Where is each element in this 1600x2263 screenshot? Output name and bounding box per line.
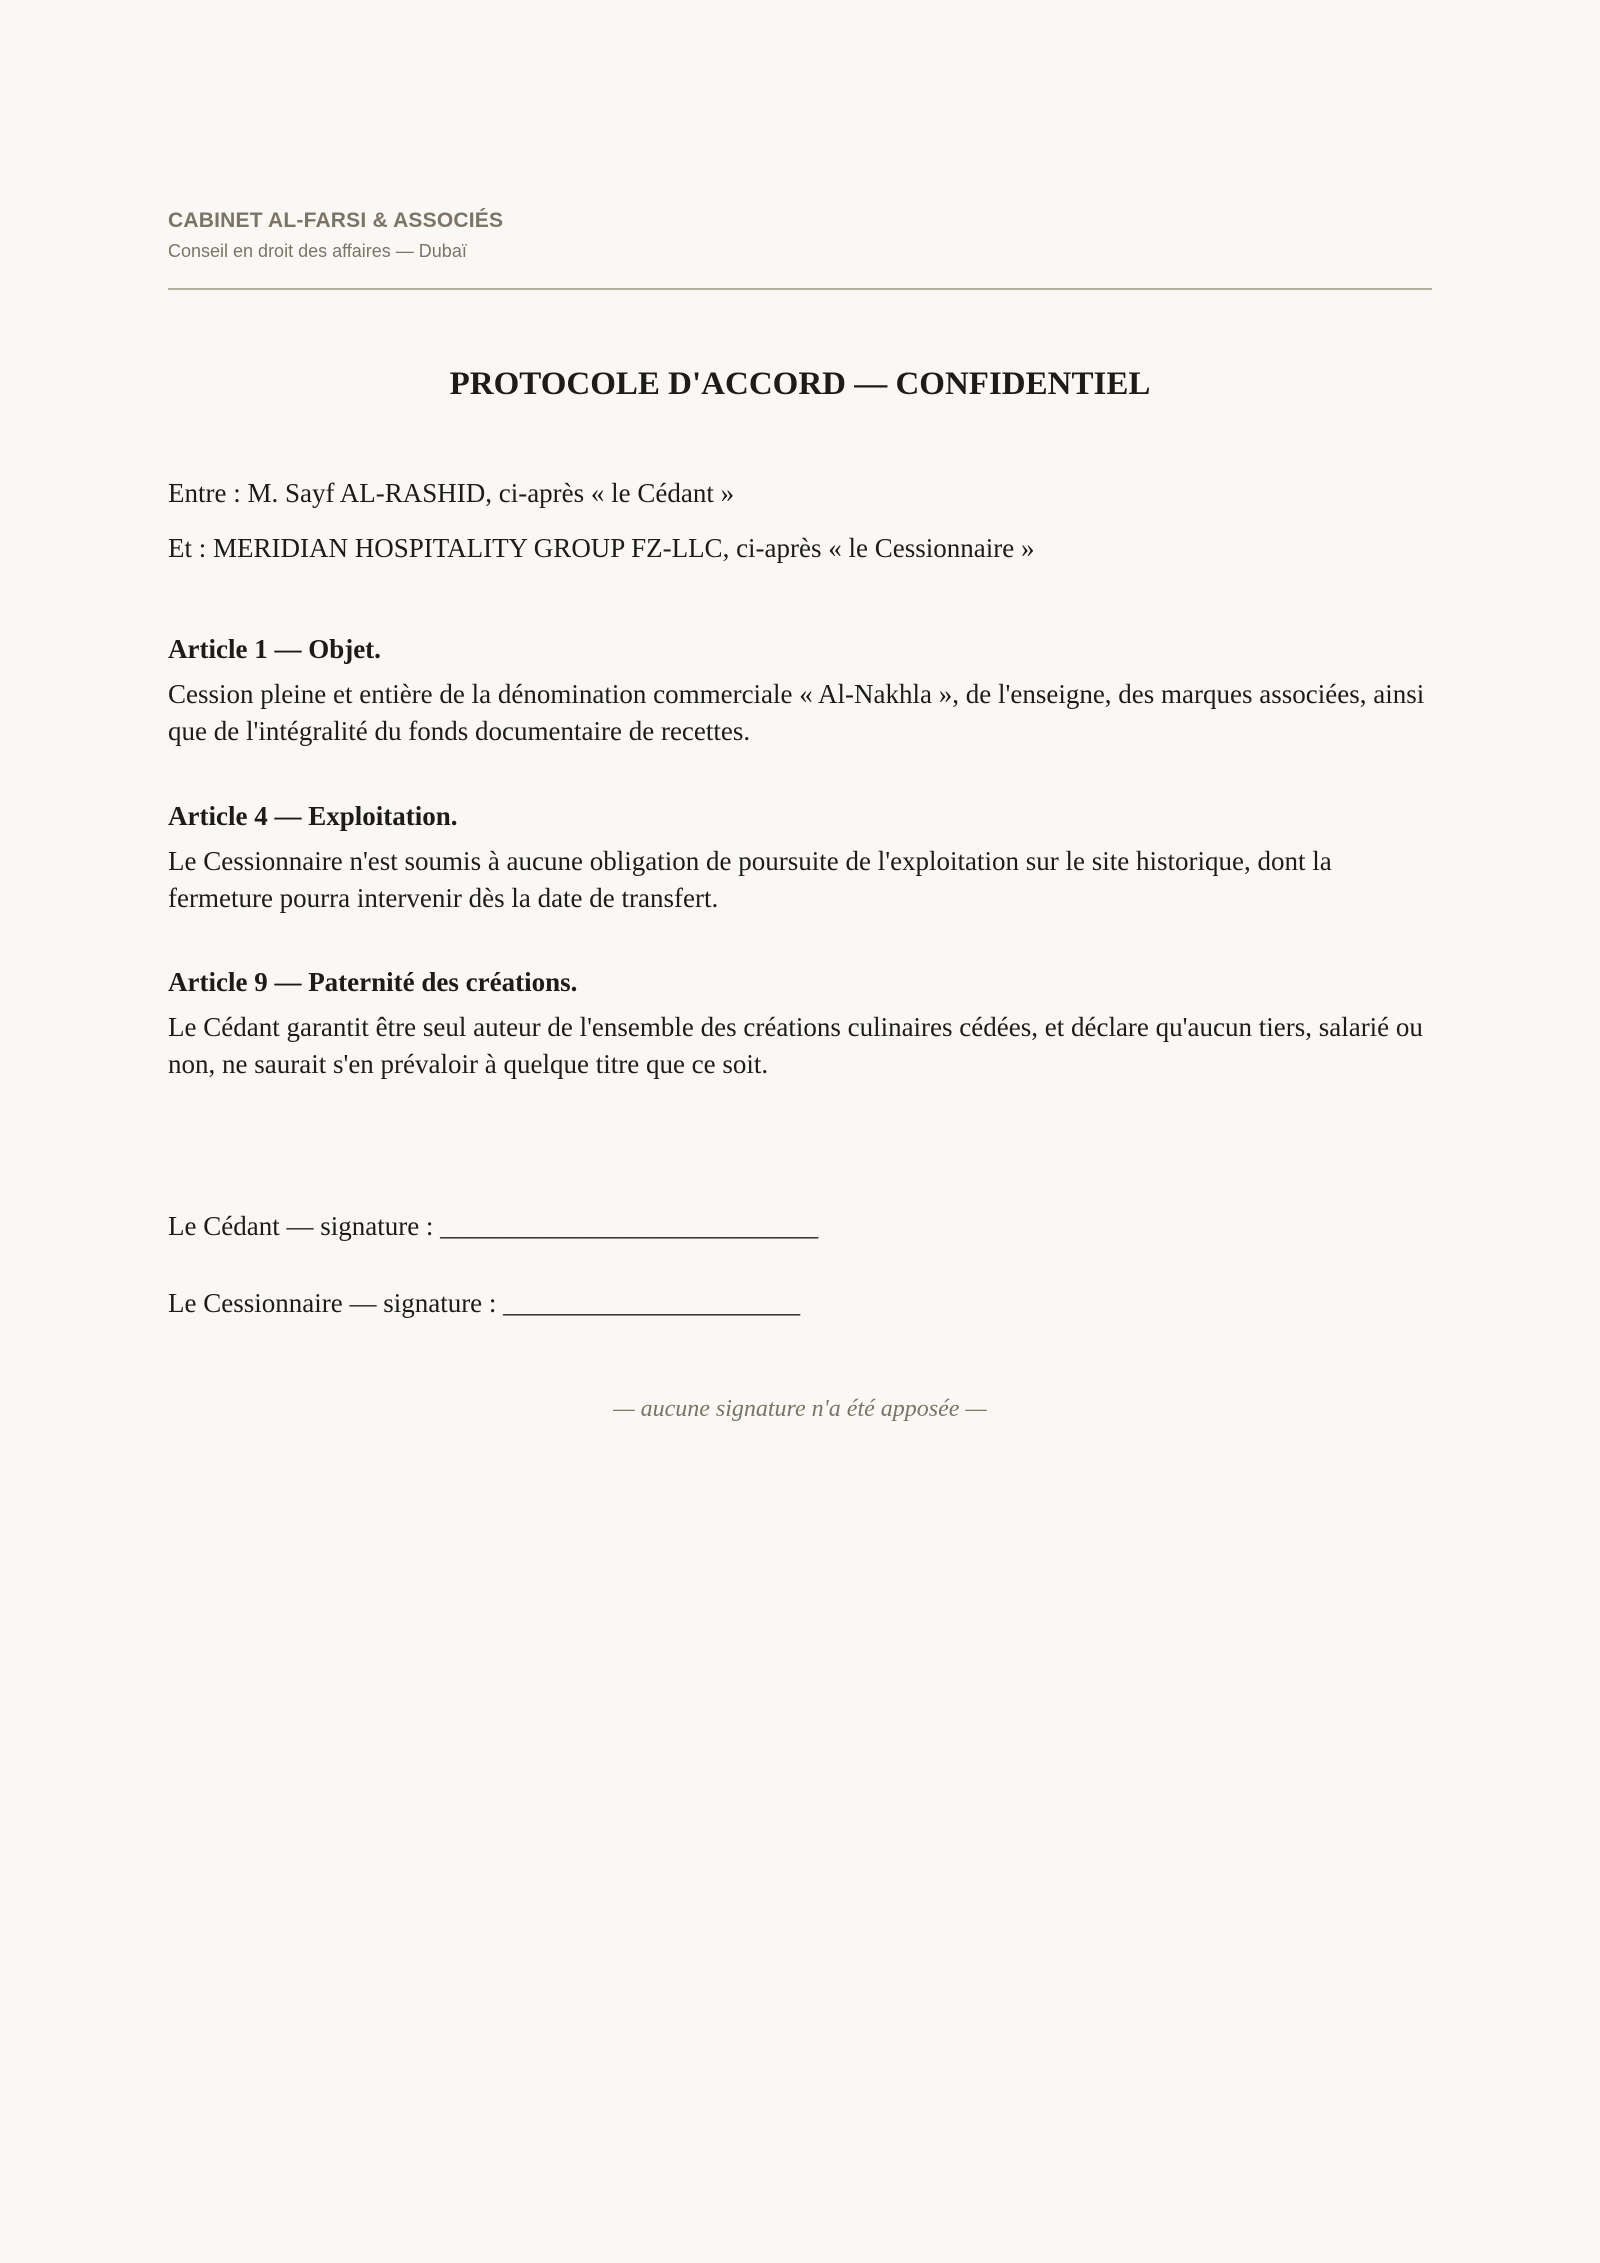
firm-tagline: Conseil en droit des affaires — Dubaï [168,241,467,261]
article-9 [168,964,1432,1083]
article-heading: Article 4 — Exploitation. [168,801,458,831]
article-heading: Article 1 — Objet. [168,634,381,664]
party-cessionnaire: Et : MERIDIAN HOSPITALITY GROUP FZ-LLC, ci-après « le Cessionnaire » [168,533,1035,563]
signature-line-cessionnaire: Le Cessionnaire — signature : ______________________ [168,1288,801,1318]
party-cedant: Entre : M. Sayf AL-RASHID, ci-après « le Cédant » [168,478,735,508]
signature-line-cedant: Le Cédant — signature : ____________________________ [168,1211,819,1241]
article-body: Cession pleine et entière de la dénomination commerciale « Al-Nakhla », de l'enseigne, des marques associées, ainsi que de l'intégralité du fonds documentaire de recettes. [168,679,1425,746]
no-signature-notice: — aucune signature n'a été apposée — [613,1396,987,1422]
firm-name: CABINET AL-FARSI & ASSOCIÉS [168,209,504,232]
article-4 [168,798,1432,917]
document-title: PROTOCOLE D'ACCORD — CONFIDENTIEL [449,366,1151,402]
article-heading: Article 9 — Paternité des créations. [168,967,578,997]
letterhead [168,207,1432,263]
article-body: Le Cessionnaire n'est soumis à aucune obligation de poursuite de l'exploitation sur le site historique, dont la fermeture pourra intervenir dès la date de transfert. [168,846,1332,913]
article-1 [168,631,1432,750]
header-divider [168,288,1432,290]
article-body: Le Cédant garantit être seul auteur de l'ensemble des créations culinaires cédées, et déclare qu'aucun tiers, salarié ou non, ne saurait s'en prévaloir à quelque titre que ce soit. [168,1012,1423,1079]
